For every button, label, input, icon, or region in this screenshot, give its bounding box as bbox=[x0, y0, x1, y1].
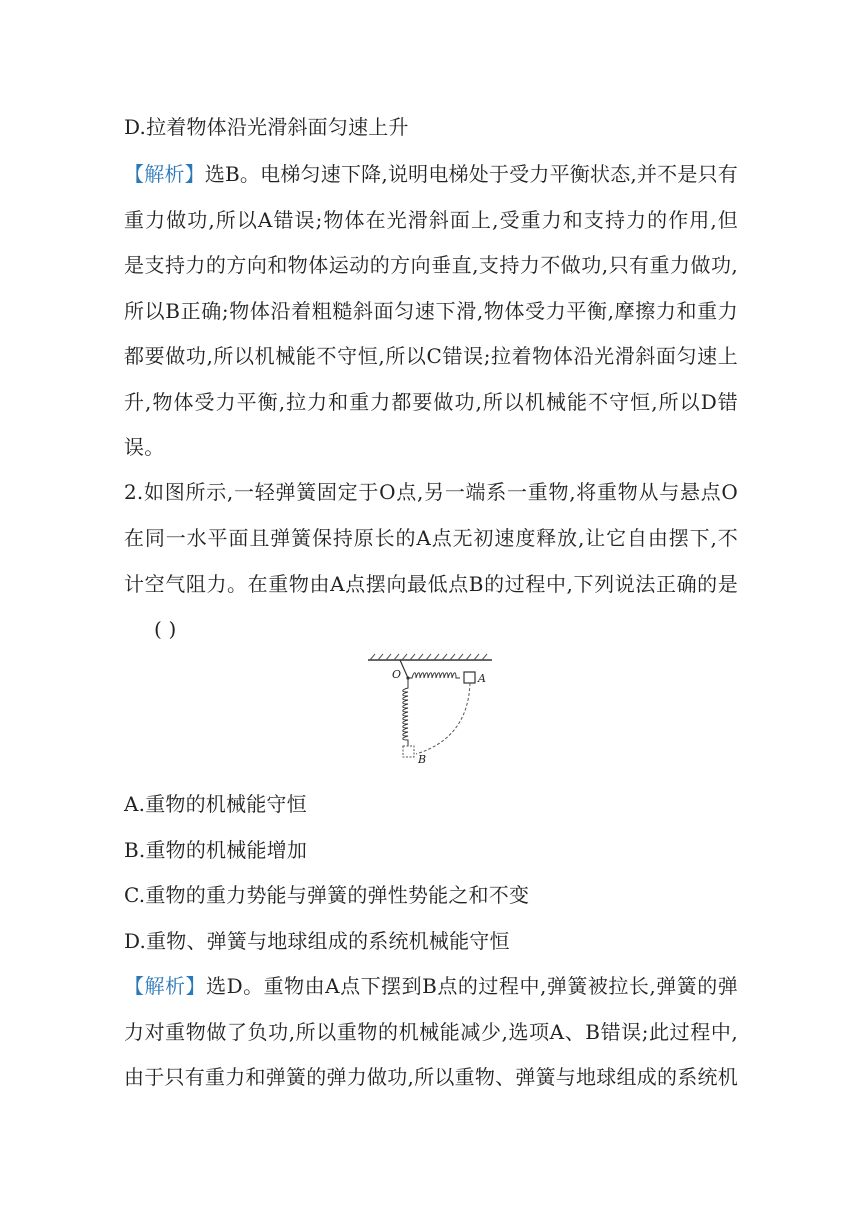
analysis-2-line: 由于只有重力和弹簧的弹力做功,所以重物、弹簧与地球组成的系统机 bbox=[124, 1065, 738, 1089]
label-b: B bbox=[418, 753, 427, 766]
option-d: D.重物、弹簧与地球组成的系统机械能守恒 bbox=[124, 929, 510, 953]
option-c: C.重物的重力势能与弹簧的弹性势能之和不变 bbox=[124, 883, 530, 907]
spring-pendulum-figure bbox=[360, 650, 500, 770]
label-o: O bbox=[392, 668, 402, 681]
option-b: B.重物的机械能增加 bbox=[124, 838, 308, 862]
prev-option-d: D.拉着物体沿光滑斜面匀速上升 bbox=[124, 115, 409, 139]
vertical-spring bbox=[403, 678, 408, 746]
analysis-1-line: 升,物体受力平衡,拉力和重力都要做功,所以机械能不守恒,所以D错 bbox=[124, 390, 738, 414]
analysis-tag: 【解析】 bbox=[124, 974, 207, 998]
option-a: A.重物的机械能守恒 bbox=[124, 792, 307, 816]
analysis-1-text: 选B。电梯匀速下降,说明电梯处于受力平衡状态,并不是只有 bbox=[204, 162, 738, 186]
swing-path bbox=[416, 683, 470, 754]
answer-blank: ( ) bbox=[154, 617, 177, 641]
question-2-line: 在同一水平面且弹簧保持原长的A点无初速度释放,让它自由摆下,不 bbox=[124, 526, 738, 550]
analysis-2-text: 选D。重物由A点下摆到B点的过程中,弹簧被拉长,弹簧的弹 bbox=[206, 974, 738, 998]
label-a: A bbox=[478, 672, 486, 685]
analysis-1-line: 都要做功,所以机械能不守恒,所以C错误;拉着物体沿光滑斜面匀速上 bbox=[124, 344, 738, 368]
weight-at-a bbox=[464, 672, 475, 683]
analysis-2-line bbox=[124, 973, 738, 999]
ceiling-hatch bbox=[370, 654, 487, 660]
question-2-line: 2.如图所示,一轻弹簧固定于O点,另一端系一重物,将重物从与悬点O bbox=[124, 480, 738, 504]
analysis-1-line: 所以B正确;物体沿着粗糙斜面匀速下滑,物体受力平衡,摩擦力和重力 bbox=[124, 299, 738, 323]
question-2-line: 计空气阻力。在重物由A点摆向最低点B的过程中,下列说法正确的是 bbox=[124, 572, 738, 596]
horizontal-spring bbox=[408, 673, 460, 678]
weight-at-b bbox=[403, 746, 414, 757]
analysis-1-line: 是支持力的方向和物体运动的方向垂直,支持力不做功,只有重力做功, bbox=[124, 253, 738, 277]
analysis-1-line: 误。 bbox=[124, 435, 165, 459]
analysis-tag: 【解析】 bbox=[124, 162, 205, 186]
support-rod bbox=[400, 660, 408, 678]
analysis-2-line: 力对重物做了负功,所以重物的机械能减少,选项A、B错误;此过程中, bbox=[124, 1020, 738, 1044]
analysis-1-line bbox=[124, 161, 738, 187]
analysis-1-line: 重力做功,所以A错误;物体在光滑斜面上,受重力和支持力的作用,但 bbox=[124, 208, 738, 232]
